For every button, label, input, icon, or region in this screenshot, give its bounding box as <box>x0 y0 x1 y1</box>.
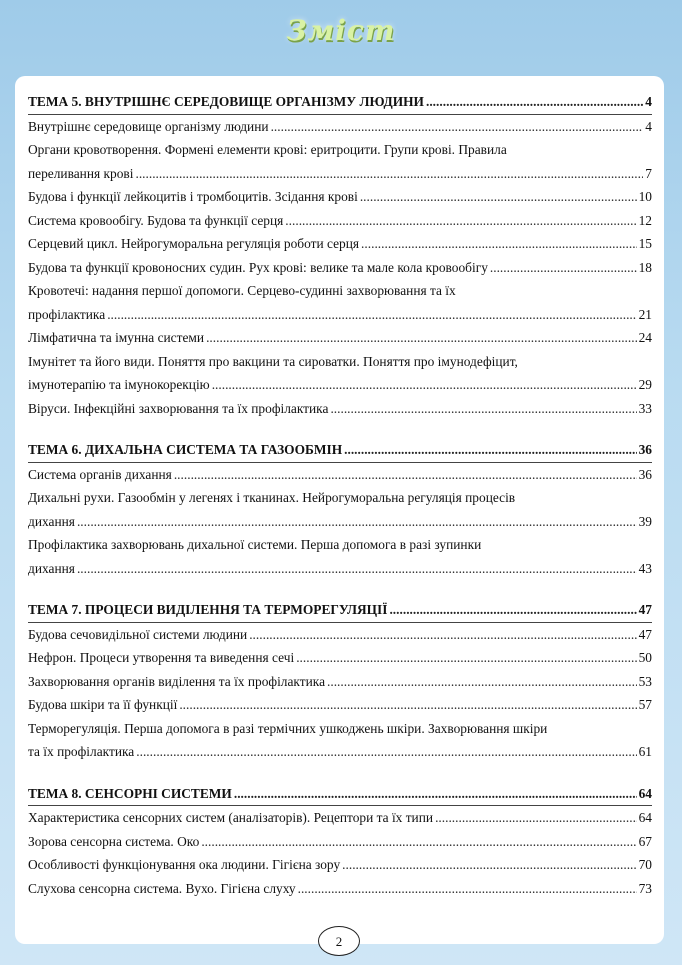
entry-line <box>28 740 652 764</box>
toc-entry[interactable] <box>28 326 652 350</box>
entry-text: Зорова сенсорна система. Око <box>28 833 200 849</box>
entry-page: 10 <box>638 189 652 204</box>
toc-entry[interactable] <box>28 646 652 670</box>
toc-entry[interactable] <box>28 397 652 421</box>
section-heading[interactable] <box>28 598 652 623</box>
entry-page: 4 <box>645 118 652 134</box>
entry-text: Захворювання органів виділення та їх профілактика <box>28 673 326 689</box>
toc-entry[interactable] <box>28 877 652 901</box>
dot-leader <box>234 782 637 806</box>
toc-entry[interactable] <box>28 533 652 580</box>
section-heading[interactable] <box>28 438 652 463</box>
section-heading[interactable] <box>28 782 652 807</box>
entry-page: 47 <box>638 626 652 642</box>
entry-page: 18 <box>638 259 652 275</box>
entry-line <box>28 557 652 581</box>
page-number: 2 <box>318 926 360 956</box>
entry-page: 67 <box>638 833 652 849</box>
entry-page: 39 <box>638 513 652 529</box>
dot-leader <box>389 598 636 622</box>
dot-leader <box>330 397 636 421</box>
entry-line <box>28 256 652 280</box>
dot-leader <box>426 90 643 114</box>
heading-page: 64 <box>638 785 652 801</box>
entry-line <box>28 115 652 139</box>
entry-text: Особливості функціонування ока людини. Гігієна зору <box>28 857 341 872</box>
entry-page: 43 <box>638 560 652 576</box>
entry-page: 12 <box>638 212 652 228</box>
entry-text-line: Профілактика захворювань дихальної системи. Перша допомога в разі зупинки <box>28 537 482 552</box>
entry-line <box>28 670 652 694</box>
entry-text: переливання крові <box>28 165 134 181</box>
entry-page: 33 <box>638 400 652 416</box>
entry-text: Внутрішнє середовище організму людини <box>28 118 269 134</box>
entry-text: Будова сечовидільної системи людини <box>28 626 248 642</box>
dot-leader <box>136 740 636 764</box>
entry-text: профілактика <box>28 306 106 322</box>
entry-text: Слухова сенсорна система. Вухо. Гігієна слуху <box>28 880 296 896</box>
entry-text: Характеристика сенсорних систем (аналізаторів). Рецептори та їх типи <box>28 810 434 825</box>
entry-text-line: Терморегуляція. Перша допомога в разі термічних ушкоджень шкіри. Захворювання шкіри <box>28 720 548 736</box>
dot-leader <box>212 373 637 397</box>
toc-entry[interactable] <box>28 623 652 647</box>
entry-text: Будова і функції лейкоцитів і тромбоцитів. Зсідання крові <box>28 189 358 204</box>
dot-leader <box>206 326 637 350</box>
entry-text-line: Імунітет та його види. Поняття про вакцини та сироватки. Поняття про імунодефіцит, <box>28 353 518 369</box>
dot-leader <box>249 623 636 647</box>
toc-entry[interactable] <box>28 717 652 764</box>
dot-leader <box>179 693 636 717</box>
entry-line <box>28 510 652 534</box>
entry-page: 64 <box>638 810 652 825</box>
toc-entry[interactable] <box>28 693 652 717</box>
entry-page: 57 <box>638 697 652 712</box>
entry-line <box>28 830 652 854</box>
heading-page: 47 <box>638 602 652 617</box>
entry-text-line: Кровотечі: надання першої допомоги. Серцево-судинні захворювання та їх <box>28 283 456 298</box>
dot-leader <box>135 162 643 186</box>
heading-text: ТЕМА 7. ПРОЦЕСИ ВИДІЛЕННЯ ТА ТЕРМОРЕГУЛЯЦІЇ <box>28 602 388 617</box>
entry-text: Нефрон. Процеси утворення та виведення сечі <box>28 650 295 665</box>
heading-page: 4 <box>645 94 652 109</box>
dot-leader <box>77 510 637 534</box>
entry-line <box>28 185 652 209</box>
entry-text: Будова та функції кровоносних судин. Рух крові: велике та мале кола кровообігу <box>28 259 488 275</box>
entry-page: 21 <box>638 306 652 322</box>
entry-text-line: Органи кровотворення. Форменi елементи крові: еритроцити. Групи крові. Правила <box>28 142 507 157</box>
heading-line <box>28 598 652 622</box>
dot-leader <box>490 256 637 280</box>
entry-text: Серцевий цикл. Нейрогуморальна регуляція роботи серця <box>28 236 360 251</box>
entry-line <box>28 232 652 256</box>
dot-leader <box>201 830 636 854</box>
toc-entry[interactable] <box>28 350 652 397</box>
entry-page: 50 <box>638 650 652 665</box>
dot-leader <box>296 646 636 670</box>
dot-leader <box>360 185 637 209</box>
table-of-contents <box>28 90 652 900</box>
dot-leader <box>174 463 637 487</box>
entry-line <box>28 162 652 186</box>
toc-entry[interactable] <box>28 115 652 139</box>
entry-line <box>28 373 652 397</box>
heading-line <box>28 438 652 462</box>
entry-line <box>28 693 652 717</box>
entry-line <box>28 303 652 327</box>
dot-leader <box>77 557 637 581</box>
entry-text-line: Дихальні рухи. Газообмін у легенях і тканинах. Нейрогуморальна регуляція процесів <box>28 490 516 505</box>
dot-leader <box>344 438 636 462</box>
dot-leader <box>285 209 636 233</box>
entry-page: 73 <box>638 880 652 896</box>
entry-line <box>28 646 652 670</box>
entry-page: 29 <box>638 377 652 392</box>
entry-text: Віруси. Інфекційні захворювання та їх профілактика <box>28 400 329 416</box>
entry-line <box>28 326 652 350</box>
heading-text: ТЕМА 8. СЕНСОРНІ СИСТЕМИ <box>28 785 232 801</box>
heading-page: 36 <box>638 442 652 457</box>
dot-leader <box>361 232 637 256</box>
dot-leader <box>271 115 644 139</box>
entry-line <box>28 853 652 877</box>
dot-leader <box>298 877 637 901</box>
entry-page: 70 <box>638 857 652 872</box>
toc-entry[interactable] <box>28 209 652 233</box>
toc-entry[interactable] <box>28 830 652 854</box>
entry-line <box>28 806 652 830</box>
entry-line <box>28 623 652 647</box>
entry-text: та їх профілактика <box>28 744 135 759</box>
heading-text: ТЕМА 5. ВНУТРІШНЄ СЕРЕДОВИЩЕ ОРГАНІЗМУ ЛЮДИНИ <box>28 94 424 109</box>
entry-text: Лімфатична та імунна системи <box>28 330 205 345</box>
entry-text: Будова шкіри та її функції <box>28 697 178 712</box>
dot-leader <box>342 853 636 877</box>
entry-text: дихання <box>28 513 75 529</box>
entry-text: дихання <box>28 560 75 576</box>
entry-text: імунотерапію та імунокорекцію <box>28 377 210 392</box>
toc-entry[interactable] <box>28 256 652 280</box>
heading-line <box>28 782 652 806</box>
dot-leader <box>327 670 637 694</box>
entry-page: 7 <box>645 165 652 181</box>
toc-entry[interactable] <box>28 486 652 533</box>
entry-line <box>28 397 652 421</box>
section-heading[interactable] <box>28 90 652 115</box>
entry-line <box>28 463 652 487</box>
entry-page: 61 <box>638 744 652 759</box>
toc-card <box>15 76 664 944</box>
entry-page: 53 <box>638 673 652 689</box>
entry-text: Система органів дихання <box>28 466 172 482</box>
page-title: Зміст <box>286 14 396 47</box>
dot-leader <box>107 303 636 327</box>
heading-line <box>28 90 652 114</box>
entry-page: 36 <box>638 466 652 482</box>
entry-page: 15 <box>638 236 652 251</box>
toc-entry[interactable] <box>28 463 652 487</box>
toc-entry[interactable] <box>28 670 652 694</box>
entry-page: 24 <box>638 330 652 345</box>
toc-entry[interactable] <box>28 853 652 877</box>
entry-line <box>28 209 652 233</box>
dot-leader <box>435 806 637 830</box>
toc-entry[interactable] <box>28 185 652 209</box>
toc-entry[interactable] <box>28 806 652 830</box>
toc-entry[interactable] <box>28 279 652 326</box>
toc-entry[interactable] <box>28 232 652 256</box>
entry-text: Система кровообігу. Будова та функції серця <box>28 212 284 228</box>
heading-text: ТЕМА 6. ДИХАЛЬНА СИСТЕМА ТА ГАЗООБМІН <box>28 442 343 457</box>
toc-entry[interactable] <box>28 138 652 185</box>
entry-line <box>28 877 652 901</box>
